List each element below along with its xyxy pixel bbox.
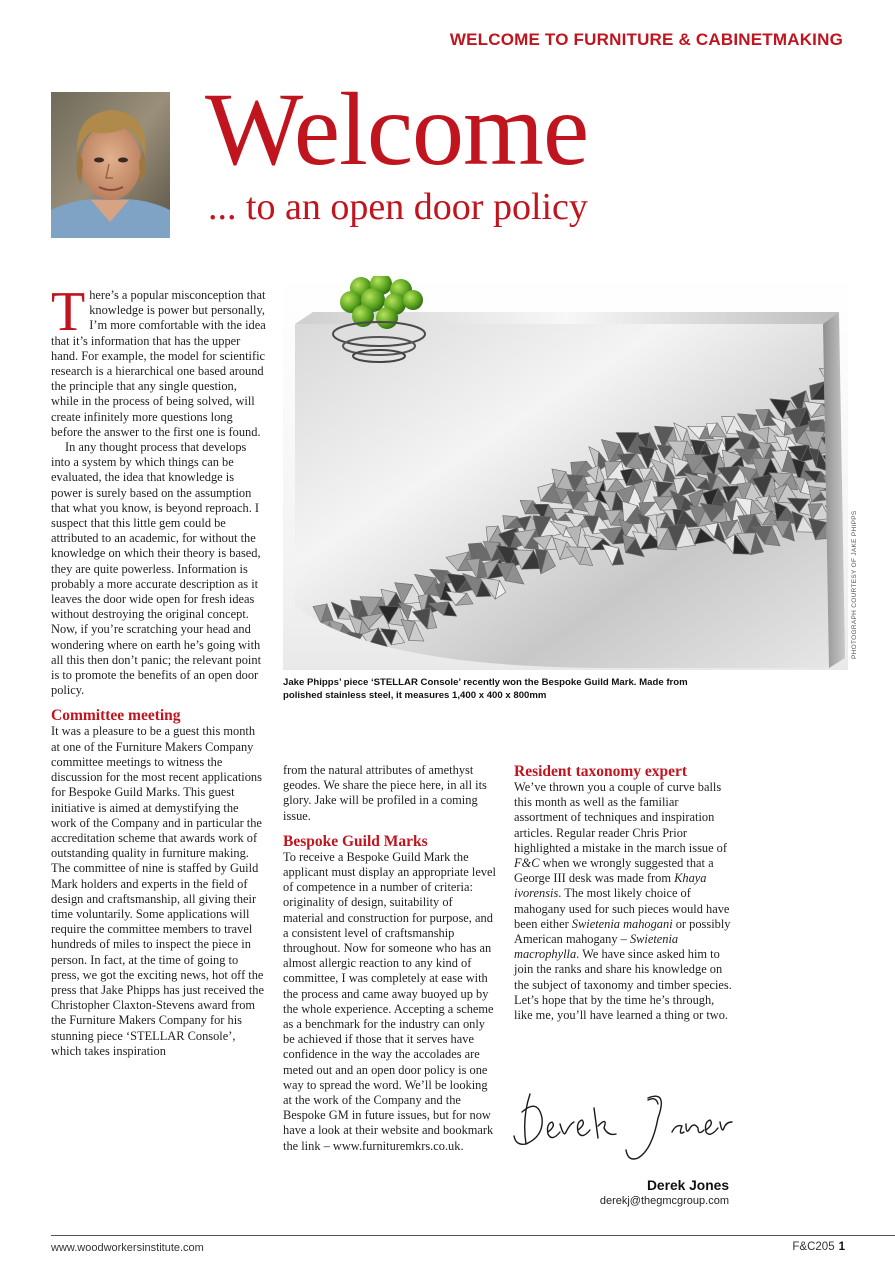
signoff-email[interactable]: derekj@thegmcgroup.com [599,1195,729,1207]
stellar-console-image [283,276,848,670]
taxonomy-text-5: . We have since asked him to join the ranks and share his knowledge on the subject of taxonomy and timber species. Let’s hope that by the time he’s through, like me, you’ll have learned a thing or two. [514,947,732,1023]
author-portrait-image [51,92,170,238]
article-column-1 [51,281,267,1059]
species-swietenia-mahogani: Swietenia mahogani [571,916,673,931]
page-subtitle: ... to an open door policy [208,186,588,228]
heading-bespoke-guild-marks: Bespoke Guild Marks [283,832,428,850]
drop-cap: T [51,281,86,343]
heading-resident-taxonomy-expert: Resident taxonomy expert [514,763,688,780]
committee-paragraph: It was a pleasure to be a guest this month at one of the Furniture Makers Company committee meetings to witness the discussion for the most recent applications for Bespoke Guild Marks. This guest initiative is aimed at demystifying the work of the Company and in particular the accreditation scheme that awards work of outstanding quality in furniture making. The committee of nine is staffed by Guild Mark holders and experts in the field of design and craftsmanship, all giving their time voluntarily. Some applications will require the committee members to travel hundreds of miles to inspect the piece in person. In fact, at the time of going to press, we got the exciting news, hot off the press that Jake Phipps has just received the Christopher Claxton-Stevens award from the Furniture Makers Company for his stunning piece ‘STELLAR Console’, which takes inspiration [51,724,265,1058]
intro-paragraph-1-text: here’s a popular misconception that knowledge is power but personally, I’m more comfortable with the idea that it’s information that has the upper hand. For example, the model for scientific research is a hierarchical one based around the principle that any single question, while in the process of being solved, will create infinitely more questions long before the answer to the first one is found. [51,288,266,439]
taxonomy-text-1: We’ve thrown you a couple of curve balls this month as well as the familiar assortment of techniques and inspiration articles. Regular reader Chris Prior highlighted a mistake in the march issue of [514,780,728,855]
photo-credit: PHOTOGRAPH COURTESY OF JAKE PHIPPS [851,509,858,659]
handwritten-signature [508,1088,734,1164]
magazine-name: F&C [514,856,540,871]
guild-paragraph: To receive a Bespoke Guild Mark the applicant must display an appropriate level of competence in a number of criteria: originality of design, suitability of material and construction for purpose, and a consistent level of craftsmanship throughout. Now for someone who has an almost allergic reaction to any kind of committee, I was completely at ease with the process and came away buoyed up by the whole experience. Accepting a scheme as a benchmark for the industry can only be achieved if those that it serves have confidence in the way the accolades are meted out and an open door policy is one way to spread the word. We’ll be looking at the work of the Company and the Bespoke GM in future issues, but for now have a look at their website and bookmark the link – www.furnituremkrs.co.uk. [283,849,496,1153]
committee-paragraph-continued: from the natural attributes of amethyst geodes. We share the piece here, in all its glory. Jake will be profiled in a coming issue. [283,763,487,823]
article-column-2 [283,763,496,1154]
intro-paragraph-2: In any thought process that develops into a system by which things can be evaluated, the idea that knowledge is power is surely based on the assumption that what you know, is beyond reproach. I suspect that this little gem could be attributed to an academic, for without the knowledge on which their theory is based, they are quite powerless. Information is probably a more accurate description as it leaves the door wide open for fresh ideas without destroying the original concept. Now, if you’re scratching your head and wondering where on earth he’s going with all this then don’t panic; the relevant point is to promote the benefits of an open door policy. [51,440,262,698]
stellar-console-photo [283,276,848,670]
footer-divider [51,1235,895,1236]
issue-number: F&C205 [792,1241,835,1253]
signoff-name: Derek Jones [646,1178,729,1193]
footer-website-link[interactable]: www.woodworkersinstitute.com [51,1242,204,1254]
taxonomy-text-2: when we wrongly suggested that a George III desk was made from [514,856,714,886]
footer-page-info [792,1241,845,1253]
signature-image [508,1088,734,1164]
taxonomy-text-4: or possibly American mahogany – [514,916,731,947]
taxonomy-paragraph [514,780,732,1023]
taxonomy-text-3: . The most likely choice of mahogany used for such pieces would have been either [514,886,730,931]
article-column-3 [514,763,732,1023]
species-swietenia-macrophylla: Swietenia macrophylla [514,932,679,962]
section-header: WELCOME TO FURNITURE & CABINETMAKING [449,30,843,49]
heading-committee-meeting: Committee meeting [51,707,181,725]
intro-paragraph-1 [51,281,267,440]
author-photo [51,92,170,238]
image-caption: Jake Phipps’ piece ‘STELLAR Console’ recently won the Bespoke Guild Mark. Made from polished stainless steel, it measures 1,400 x 400 x 800mm [283,677,688,701]
page-number: 1 [838,1241,845,1253]
page-title: Welcome [205,72,589,187]
species-khaya-ivorensis: Khaya ivorensis [514,871,707,901]
